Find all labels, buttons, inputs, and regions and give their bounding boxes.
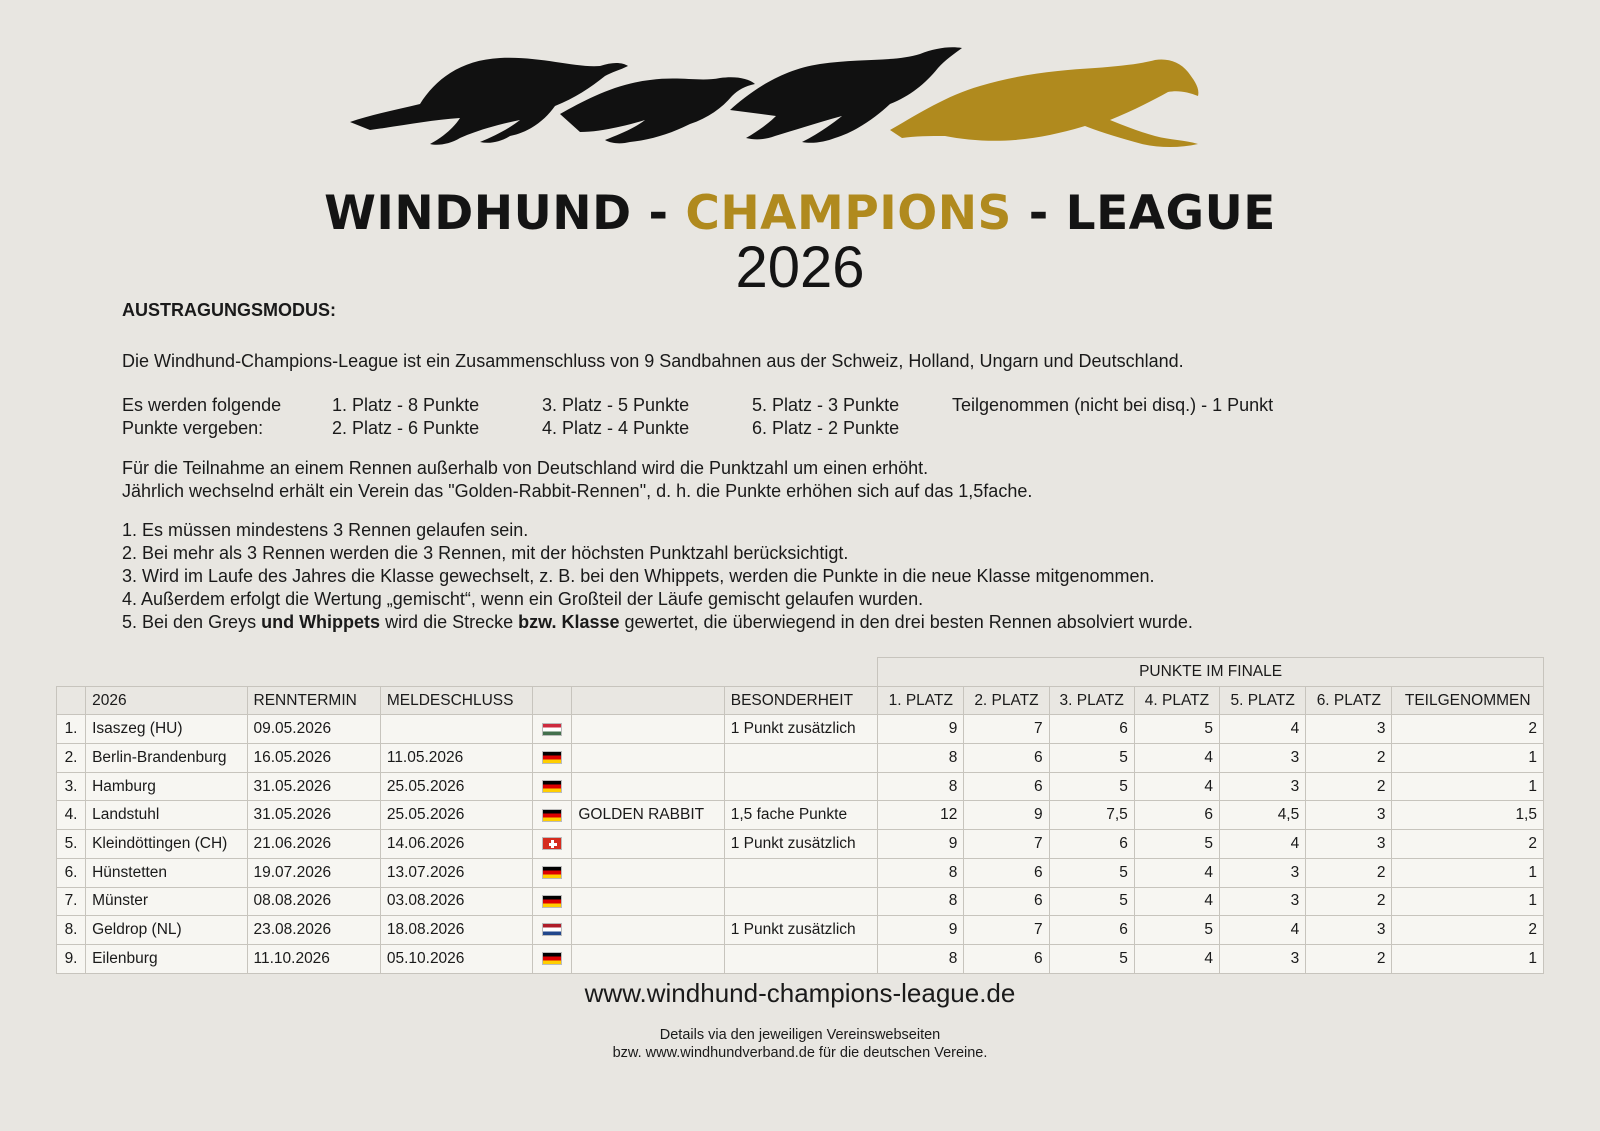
points-place-1-value: 8: [878, 858, 964, 887]
modus-intro: Die Windhund-Champions-League ist ein Zusammenschluss von 9 Sandbahnen aus der Schweiz, Holland, Ungarn und Deutschland.: [122, 351, 1184, 371]
table-row: [57, 830, 1544, 859]
flag-de-icon: [542, 780, 562, 793]
race-special: 1 Punkt zusätzlich: [724, 715, 877, 744]
race-date: 31.05.2026: [247, 772, 380, 801]
points-place-4-value: 4: [1134, 744, 1219, 773]
points-place-4-value: 4: [1134, 944, 1219, 973]
points-place-4-value: 5: [1134, 830, 1219, 859]
website-link[interactable]: www.windhund-champions-league.de: [584, 978, 1016, 1008]
race-date: 31.05.2026: [247, 801, 380, 830]
points-place-3-value: 5: [1049, 744, 1134, 773]
points-place-3: 3. Platz - 5 Punkte: [542, 395, 690, 415]
rules-list: [122, 519, 1193, 634]
points-place-1-value: 9: [878, 916, 964, 945]
entry-deadline: 14.06.2026: [380, 830, 532, 859]
points-place-3-value: 5: [1049, 772, 1134, 801]
country-flag: [533, 801, 572, 830]
flag-de-icon: [542, 866, 562, 879]
table-row: [57, 801, 1544, 830]
race-special: [724, 944, 877, 973]
golden-rabbit-text: Jährlich wechselnd erhält ein Verein das "Golden-Rabbit-Rennen", d. h. die Punkte erhöhen sich auf das 1,5fache.: [122, 481, 1033, 501]
race-special: 1,5 fache Punkte: [724, 801, 877, 830]
race-location: Isaszeg (HU): [86, 715, 247, 744]
points-place-1-value: 9: [878, 830, 964, 859]
points-place-1: 1. Platz - 8 Punkte: [332, 395, 480, 415]
points-place-4-value: 4: [1134, 887, 1219, 916]
flag-de-icon: [542, 952, 562, 965]
col-event: [572, 686, 724, 715]
details-line-1: Details via den jeweiligen Vereinswebseiten: [659, 1027, 941, 1043]
league-year: 2026: [735, 235, 865, 300]
col-race-date: RENNTERMIN: [247, 686, 380, 715]
row-index: 5.: [57, 830, 86, 859]
race-event: [572, 858, 724, 887]
points-place-6-value: 3: [1306, 830, 1392, 859]
race-date: 16.05.2026: [247, 744, 380, 773]
race-location: Münster: [86, 887, 247, 916]
points-place-7-value: 1: [1392, 744, 1544, 773]
race-event: [572, 772, 724, 801]
entry-deadline: 25.05.2026: [380, 772, 532, 801]
race-special: [724, 858, 877, 887]
race-date: 11.10.2026: [247, 944, 380, 973]
country-flag: [533, 715, 572, 744]
rule-item: 3. Wird im Laufe des Jahres die Klasse gewechselt, z. B. bei den Whippets, werden die Punkte in die neue Klasse mitgenommen.: [122, 566, 1155, 586]
race-date: 23.08.2026: [247, 916, 380, 945]
rule5-part: 5. Bei den Greys: [122, 612, 262, 632]
points-label-line-1: Es werden folgende: [122, 395, 282, 415]
points-place-5-value: 4: [1220, 830, 1306, 859]
row-index: 6.: [57, 858, 86, 887]
foreign-bonus-text: Für die Teilnahme an einem Rennen außerhalb von Deutschland wird die Punktzahl um einen erhöht.: [122, 458, 929, 478]
points-place-6: 6. Platz - 2 Punkte: [752, 418, 900, 438]
row-index: 4.: [57, 801, 86, 830]
points-place-1-value: 8: [878, 887, 964, 916]
col-place-1: 1. PLATZ: [878, 686, 964, 715]
race-event: [572, 715, 724, 744]
entry-deadline: 03.08.2026: [380, 887, 532, 916]
rule-item: 2. Bei mehr als 3 Rennen werden die 3 Rennen, mit der höchsten Punktzahl berücksichtigt.: [122, 543, 849, 563]
points-place-2: 2. Platz - 6 Punkte: [332, 418, 480, 438]
title-part-windhund: WINDHUND -: [324, 186, 686, 241]
col-place-5: 5. PLATZ: [1220, 686, 1306, 715]
league-title: [0, 186, 1600, 241]
table-row: [57, 715, 1544, 744]
points-place-1-value: 12: [878, 801, 964, 830]
points-place-4-value: 4: [1134, 772, 1219, 801]
points-place-2-value: 7: [964, 916, 1049, 945]
race-location: Hamburg: [86, 772, 247, 801]
col-place-4: 4. PLATZ: [1134, 686, 1219, 715]
points-place-1-value: 8: [878, 772, 964, 801]
points-place-5-value: 3: [1220, 858, 1306, 887]
race-date: 09.05.2026: [247, 715, 380, 744]
greyhound-silhouettes-icon: [350, 40, 1240, 150]
col-place-6: 6. PLATZ: [1306, 686, 1392, 715]
points-place-6-value: 3: [1306, 916, 1392, 945]
bonus-rules: [122, 457, 1032, 503]
race-event: [572, 830, 724, 859]
flag-de-icon: [542, 809, 562, 822]
details-line-2: bzw. www.windhundverband.de für die deutschen Vereine.: [612, 1045, 988, 1061]
flag-hu-icon: [542, 723, 562, 736]
points-place-1-value: 9: [878, 715, 964, 744]
points-place-7-value: 1,5: [1392, 801, 1544, 830]
country-flag: [533, 744, 572, 773]
row-index: 8.: [57, 916, 86, 945]
points-place-3-value: 6: [1049, 916, 1134, 945]
rule5-part: gewertet, die überwiegend in den drei besten Rennen absolviert wurde.: [619, 612, 1193, 632]
race-location: Landstuhl: [86, 801, 247, 830]
race-date: 21.06.2026: [247, 830, 380, 859]
points-place-5-value: 3: [1220, 744, 1306, 773]
modus-heading: AUSTRAGUNGSMODUS:: [122, 300, 336, 320]
points-place-6-value: 2: [1306, 858, 1392, 887]
race-location: Kleindöttingen (CH): [86, 830, 247, 859]
points-place-2-value: 6: [964, 944, 1049, 973]
points-place-4-value: 6: [1134, 801, 1219, 830]
table-row: [57, 744, 1544, 773]
points-place-2-value: 6: [964, 744, 1049, 773]
header-spacer: [57, 658, 878, 687]
race-special: [724, 772, 877, 801]
flag-nl-icon: [542, 923, 562, 936]
rule5-bold: und Whippets: [261, 612, 381, 632]
row-index: 9.: [57, 944, 86, 973]
race-event: [572, 916, 724, 945]
points-place-3-value: 5: [1049, 858, 1134, 887]
points-place-7-value: 1: [1392, 887, 1544, 916]
race-special: 1 Punkt zusätzlich: [724, 916, 877, 945]
race-event: [572, 744, 724, 773]
table-row: [57, 916, 1544, 945]
title-part-champions: CHAMPIONS: [685, 186, 1012, 241]
points-place-2-value: 7: [964, 830, 1049, 859]
points-place-4-value: 4: [1134, 858, 1219, 887]
points-place-7-value: 2: [1392, 830, 1544, 859]
col-place-2: 2. PLATZ: [964, 686, 1049, 715]
race-location: Berlin-Brandenburg: [86, 744, 247, 773]
points-place-6-value: 2: [1306, 944, 1392, 973]
race-event: [572, 887, 724, 916]
league-logo: [350, 40, 1240, 150]
points-place-4: 4. Platz - 4 Punkte: [542, 418, 690, 438]
points-place-3-value: 6: [1049, 830, 1134, 859]
entry-deadline: 25.05.2026: [380, 801, 532, 830]
flag-ch-icon: [542, 837, 562, 850]
points-place-7-value: 2: [1392, 715, 1544, 744]
points-place-7-value: 1: [1392, 772, 1544, 801]
rule5-part: wird die Strecke: [380, 612, 519, 632]
points-place-4-value: 5: [1134, 715, 1219, 744]
points-place-3-value: 5: [1049, 944, 1134, 973]
race-date: 08.08.2026: [247, 887, 380, 916]
entry-deadline: [380, 715, 532, 744]
country-flag: [533, 944, 572, 973]
row-index: 7.: [57, 887, 86, 916]
points-place-3-value: 5: [1049, 887, 1134, 916]
points-place-3-value: 6: [1049, 715, 1134, 744]
details-note: [0, 1026, 1600, 1062]
country-flag: [533, 830, 572, 859]
entry-deadline: 18.08.2026: [380, 916, 532, 945]
table-row: [57, 772, 1544, 801]
points-place-6-value: 2: [1306, 772, 1392, 801]
country-flag: [533, 858, 572, 887]
entry-deadline: 05.10.2026: [380, 944, 532, 973]
points-place-5-value: 3: [1220, 772, 1306, 801]
points-place-1-value: 8: [878, 744, 964, 773]
points-place-5: 5. Platz - 3 Punkte: [752, 395, 900, 415]
race-schedule-table: [56, 657, 1544, 974]
col-index: [57, 686, 86, 715]
points-place-7-value: 1: [1392, 944, 1544, 973]
col-place-3: 3. PLATZ: [1049, 686, 1134, 715]
points-place-1-value: 8: [878, 944, 964, 973]
race-location: Eilenburg: [86, 944, 247, 973]
race-special: [724, 744, 877, 773]
race-special: 1 Punkt zusätzlich: [724, 830, 877, 859]
points-place-2-value: 6: [964, 858, 1049, 887]
points-place-3-value: 7,5: [1049, 801, 1134, 830]
flag-de-icon: [542, 895, 562, 908]
rule-item-5: [122, 611, 1193, 634]
col-special: BESONDERHEIT: [724, 686, 877, 715]
race-date: 19.07.2026: [247, 858, 380, 887]
row-index: 2.: [57, 744, 86, 773]
table-row: [57, 858, 1544, 887]
race-event: GOLDEN RABBIT: [572, 801, 724, 830]
points-place-2-value: 6: [964, 772, 1049, 801]
points-place-6-value: 2: [1306, 744, 1392, 773]
points-place-4-value: 5: [1134, 916, 1219, 945]
points-place-5-value: 3: [1220, 887, 1306, 916]
country-flag: [533, 772, 572, 801]
table-row: [57, 887, 1544, 916]
points-place-2-value: 6: [964, 887, 1049, 916]
row-index: 3.: [57, 772, 86, 801]
rule5-bold: bzw. Klasse: [518, 612, 620, 632]
points-place-7-value: 2: [1392, 916, 1544, 945]
points-group-header: PUNKTE IM FINALE: [878, 658, 1544, 687]
points-label-line-2: Punkte vergeben:: [122, 418, 264, 438]
rule-item: 1. Es müssen mindestens 3 Rennen gelaufen sein.: [122, 520, 529, 540]
country-flag: [533, 887, 572, 916]
points-participated: Teilgenommen (nicht bei disq.) - 1 Punkt: [952, 395, 1274, 415]
points-place-6-value: 3: [1306, 715, 1392, 744]
title-part-league: - LEAGUE: [1011, 186, 1276, 241]
points-place-5-value: 4: [1220, 916, 1306, 945]
flag-de-icon: [542, 751, 562, 764]
entry-deadline: 13.07.2026: [380, 858, 532, 887]
points-place-5-value: 3: [1220, 944, 1306, 973]
col-flag: [533, 686, 572, 715]
country-flag: [533, 916, 572, 945]
entry-deadline: 11.05.2026: [380, 744, 532, 773]
rule-item: 4. Außerdem erfolgt die Wertung „gemischt“, wenn ein Großteil der Läufe gemischt gelaufen wurden.: [122, 589, 924, 609]
points-place-2-value: 9: [964, 801, 1049, 830]
row-index: 1.: [57, 715, 86, 744]
race-event: [572, 944, 724, 973]
race-location: Geldrop (NL): [86, 916, 247, 945]
points-place-5-value: 4: [1220, 715, 1306, 744]
col-participated: TEILGENOMMEN: [1392, 686, 1544, 715]
col-deadline: MELDESCHLUSS: [380, 686, 532, 715]
schedule-body: [57, 715, 1544, 973]
points-place-5-value: 4,5: [1220, 801, 1306, 830]
race-special: [724, 887, 877, 916]
points-place-6-value: 3: [1306, 801, 1392, 830]
table-row: [57, 944, 1544, 973]
points-place-2-value: 7: [964, 715, 1049, 744]
col-year: 2026: [86, 686, 247, 715]
points-place-6-value: 2: [1306, 887, 1392, 916]
race-location: Hünstetten: [86, 858, 247, 887]
points-place-7-value: 1: [1392, 858, 1544, 887]
